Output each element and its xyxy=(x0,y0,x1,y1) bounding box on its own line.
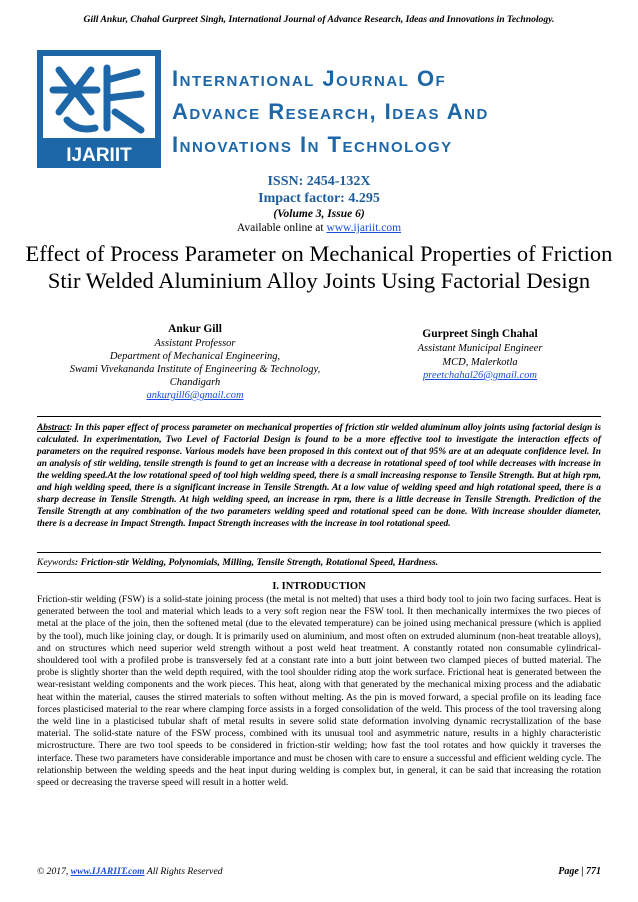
available-online xyxy=(0,221,638,236)
divider-middle xyxy=(37,552,601,553)
ijariit-logo xyxy=(37,50,161,168)
running-head: Gill Ankur, Chahal Gurpreet Singh, International Journal of Advance Research, Ideas and Innovations in Technology. xyxy=(83,14,555,25)
author-1-name: Ankur Gill xyxy=(168,323,222,335)
available-prefix: Available online at xyxy=(236,222,327,234)
copyright-prefix: © 2017, xyxy=(37,866,71,877)
author-1-department: Department of Mechanical Engineering, xyxy=(109,351,281,362)
journal-name-line2: Advance Research, Ideas And xyxy=(172,99,489,124)
volume-issue: (Volume 3, Issue 6) xyxy=(273,208,365,220)
page-number: Page | 771 xyxy=(558,866,601,877)
author-2-email[interactable]: preetchahal26@gmail.com xyxy=(423,370,537,381)
journal-name-line3: Innovations In Technology xyxy=(172,132,453,157)
footer-copyright xyxy=(37,866,223,877)
author-1-role: Assistant Professor xyxy=(154,338,236,349)
divider-top xyxy=(37,416,601,417)
abstract-text: : In this paper effect of process parameter on mechanical properties of friction stir welded aluminum alloy joints using factorial design is calculated. In experimentation, Two Level of Factorial Design is found to be a more effective tool to investigate the interaction effects of parameters on the required response. Various models have been proposed in this context out of that 95% are at an adequate confidence level. In an analysis of stir welding, tensile strength is found to get an increase with a decrease in rotational speed of tool while decreases with increase in the welding speed.At the low rotational speed of tool high welding speed, there is a small increasing response to Tensile Strength. But at high rpm, and high welding speed, there is a significant increase in Tensile Strength. At a low value of welding speed and high rotational speed, there is a sharp decrease in Tensile Strength. At high welding speed, an increase in rpm, there is a little decrease in Tensile Strength. Prediction of the Tensile Strength at any combination of the two parameters welding speed and rotational speed can be done. With increase shoulder diameter, there is a decrease in Impact Strength. Impact Strength increases with the increase in tool rotational speed. xyxy=(37,423,601,529)
author-1 xyxy=(60,322,330,402)
section-heading-introduction: I. INTRODUCTION xyxy=(272,581,366,592)
keywords-text: : Friction-stir Welding, Polynomials, Milling, Tensile Strength, Rotational Speed, Hardness. xyxy=(75,557,439,568)
author-2 xyxy=(380,327,580,383)
copyright-rights: All Rights Reserved xyxy=(144,866,223,877)
author-1-institution: Swami Vivekananda Institute of Engineering & Technology, xyxy=(69,364,321,375)
keywords xyxy=(37,557,601,568)
journal-name-line1: International Journal Of xyxy=(172,66,447,91)
introduction-paragraph: Friction-stir welding (FSW) is a solid-state joining process (the metal is not melted) that uses a third body tool to join two facing surfaces. Heat is generated between the tool and material which leads to a very soft region near the FSW tool. It then mechanically intermixes the two pieces of metal at the place of the join, then the softened metal (due to the elevated temperature) can be joined using mechanical pressure (which is applied by the tool), much like joining clay, or dough. It is primarily used on aluminium, and most often on extruded aluminum (non-heat treatable alloys), and on structures which need superior weld strength without a post weld heat treatment. A constantly rotated non consumable cylindrical-shouldered tool with a profiled probe is transversely fed at a constant rate into a butt joint between two clamped pieces of butted material. The probe is slightly shorter than the weld depth required, with the tool shoulder riding atop the work surface. Frictional heat is generated between the wear-resistant welding components and the work pieces. This heat, along with that generated by the mechanical mixing process and the adiabatic heat within the material, causes the stirred materials to soften without melting. As the pin is moved forward, a special profile on its leading face forces plasticised material to the rear where clamping force assists in a forged consolidation of the weld. This process of the tool traversing along the weld line in a plasticised tubular shaft of metal results in severe solid state deformation involving dynamic recrystallization of the base material. The solid-state nature of the FSW process, combined with its unusual tool and asymmetric nature, results in a highly characteristic microstructure. There are two tool speeds to be considered in friction-stir welding; how fast the tool rotates and how quickly it traverses the interface. These two parameters have considerable importance and must be chosen with care to ensure a successful and efficient welding cycle. The relationship between the welding speeds and the heat input during welding is complex but, in general, it can be said that increasing the rotation speed or decreasing the traverse speed will result in a hotter weld. xyxy=(37,594,601,789)
abstract-label: Abstract xyxy=(37,423,70,433)
paper-title: Effect of Process Parameter on Mechanical Properties of Friction Stir Welded Aluminium Alloy Joints Using Factorial Design xyxy=(25,241,613,293)
author-2-org: MCD, Malerkotla xyxy=(442,356,518,368)
footer-website-link[interactable]: www.IJARIIT.com xyxy=(70,866,145,877)
keywords-label: Keywords xyxy=(37,557,76,568)
logo-text: IJARIIT xyxy=(66,145,132,166)
divider-bottom xyxy=(37,572,601,573)
journal-info xyxy=(0,173,638,236)
author-2-role: Assistant Municipal Engineer xyxy=(417,343,543,354)
author-1-city: Chandigarh xyxy=(169,377,221,388)
abstract xyxy=(37,422,601,530)
journal-website-link[interactable]: www.ijariit.com xyxy=(326,222,402,234)
author-2-name: Gurpreet Singh Chahal xyxy=(422,328,538,340)
issn: ISSN: 2454-132X xyxy=(267,174,371,189)
journal-name xyxy=(172,62,489,161)
author-1-email[interactable]: ankurgill6@gmail.com xyxy=(146,390,244,401)
impact-factor: Impact factor: 4.295 xyxy=(258,191,380,206)
